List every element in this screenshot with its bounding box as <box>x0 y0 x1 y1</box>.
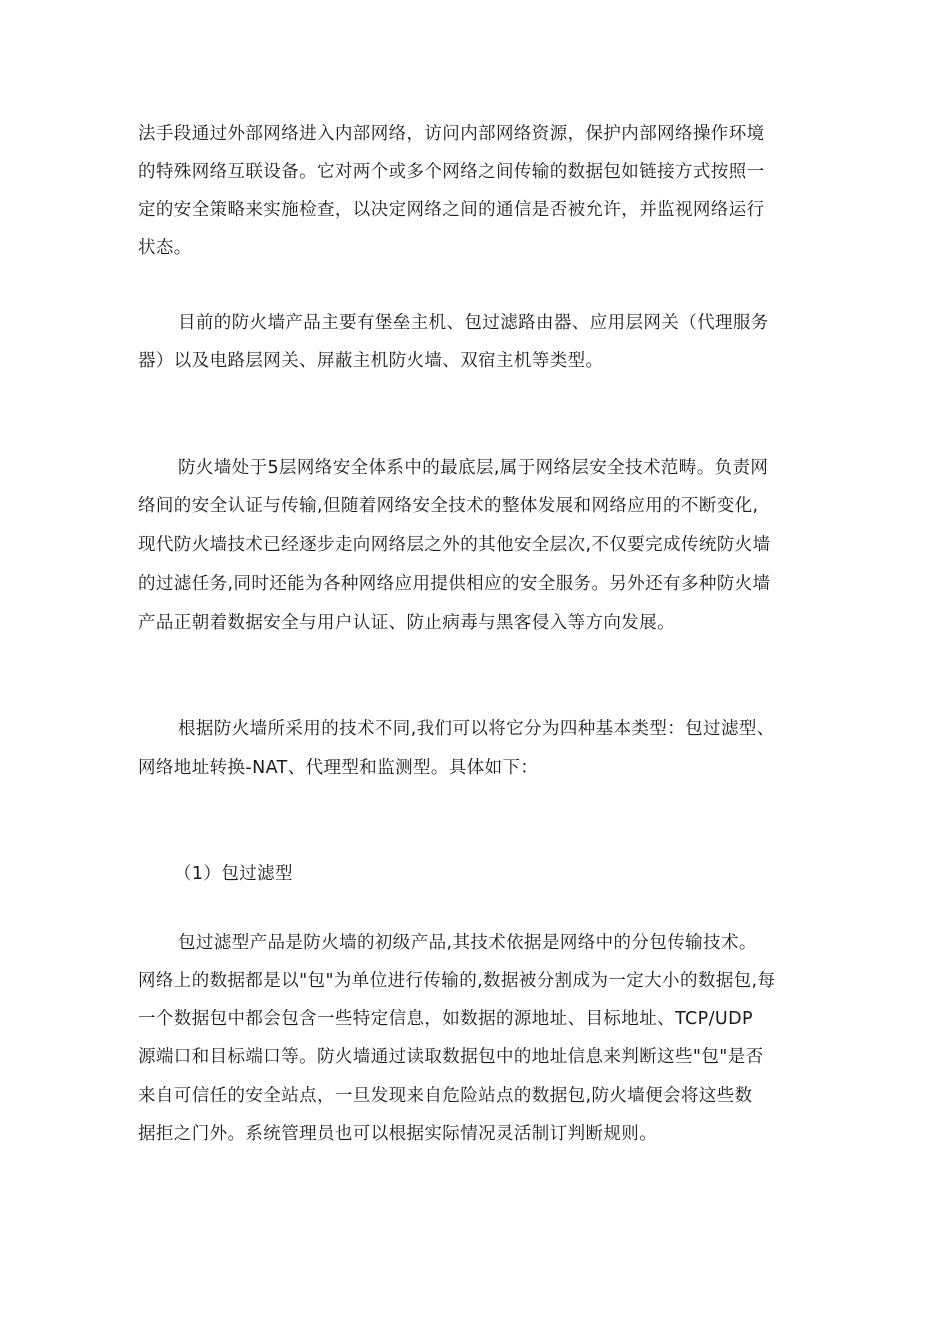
text-line: 的特殊网络互联设备。它对两个或多个网络之间传输的数据包如链接方式按照一 <box>138 162 765 182</box>
text-line: 法手段通过外部网络进入内部网络，访问内部网络资源，保护内部网络操作环境 <box>138 124 765 144</box>
text-line: 目前的防火墙产品主要有堡垒主机、包过滤路由器、应用层网关（代理服务 <box>178 313 769 333</box>
text-line: 包过滤型产品是防火墙的初级产品,其技术依据是网络中的分包传输技术。 <box>178 933 757 953</box>
text-line: 现代防火墙技术已经逐步走向网络层之外的其他安全层次,不仅要完成传统防火墙 <box>138 535 771 555</box>
text-line: 源端口和目标端口等。防火墙通过读取数据包中的地址信息来判断这些"包"是否 <box>138 1047 764 1067</box>
text-line: 一个数据包中都会包含一些特定信息，如数据的源地址、目标地址、TCP/UDP <box>138 1009 753 1029</box>
text-line: 防火墙处于5层网络安全体系中的最底层,属于网络层安全技术范畴。负责网 <box>178 458 769 478</box>
text-line: 产品正朝着数据安全与用户认证、防止病毒与黑客侵入等方向发展。 <box>138 613 675 633</box>
text-line: 的过滤任务,同时还能为各种网络应用提供相应的安全服务。另外还有多种防火墙 <box>138 574 771 594</box>
text-line: 定的安全策略来实施检查，以决定网络之间的通信是否被允许，并监视网络运行 <box>138 200 765 220</box>
text-line: 络间的安全认证与传输,但随着网络安全技术的整体发展和网络应用的不断变化, <box>138 496 759 516</box>
text-line: 根据防火墙所采用的技术不同,我们可以将它分为四种基本类型：包过滤型、 <box>178 719 775 739</box>
text-line: 网络上的数据都是以"包"为单位进行传输的,数据被分割成为一定大小的数据包,每 <box>138 971 776 991</box>
text-line: 状态。 <box>138 238 192 258</box>
text-line: 来自可信任的安全站点，一旦发现来自危险站点的数据包,防火墙便会将这些数 <box>138 1086 753 1106</box>
section-heading: （1）包过滤型 <box>174 864 293 884</box>
text-line: 网络地址转换-NAT、代理型和监测型。具体如下： <box>138 758 539 778</box>
text-line: 器）以及电路层网关、屏蔽主机防火墙、双宿主机等类型。 <box>138 351 604 371</box>
text-line: 据拒之门外。系统管理员也可以根据实际情况灵活制订判断规则。 <box>138 1124 658 1144</box>
